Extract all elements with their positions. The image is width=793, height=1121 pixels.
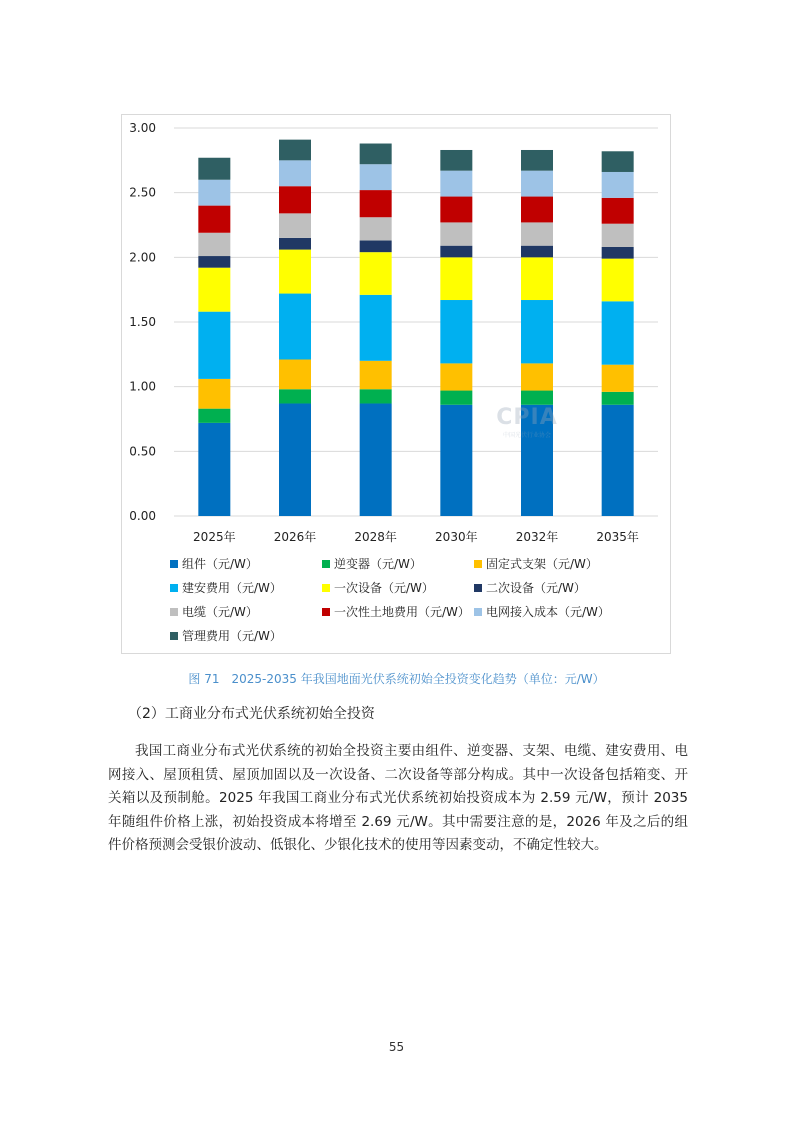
bar-segment	[360, 295, 392, 361]
legend-swatch	[322, 560, 330, 568]
cpia-watermark	[487, 405, 567, 439]
legend-item	[170, 579, 282, 596]
stacked-bar-chart	[122, 115, 670, 653]
bar-segment	[602, 392, 634, 405]
bar-segment	[440, 257, 472, 300]
legend-swatch	[322, 584, 330, 592]
bar-segment	[360, 361, 392, 389]
y-tick-label: 1.50	[129, 315, 156, 329]
legend-label: 电网接入成本（元/W）	[486, 605, 610, 619]
legend-label: 逆变器（元/W）	[334, 557, 422, 571]
bar-segment	[521, 222, 553, 245]
legend-label: 建安费用（元/W）	[182, 581, 282, 595]
y-tick-label: 1.00	[129, 379, 156, 394]
bar-segment	[198, 158, 230, 180]
bar-segment	[440, 150, 472, 171]
legend-item	[170, 555, 258, 572]
bar-segment	[440, 300, 472, 363]
bar-segment	[279, 294, 311, 360]
bar-segment	[602, 259, 634, 302]
x-tick-label: 2028年	[354, 530, 397, 544]
legend-swatch	[170, 632, 178, 640]
y-tick-label: 3.00	[129, 121, 156, 135]
bar-segment	[279, 403, 311, 516]
bar-segment	[360, 164, 392, 190]
legend-item	[170, 603, 258, 620]
bar-segment	[602, 198, 634, 224]
bar-segment	[198, 256, 230, 268]
x-tick-label: 2025年	[193, 530, 236, 544]
bar-segment	[440, 197, 472, 223]
bar-segment	[360, 252, 392, 295]
legend-label: 组件（元/W）	[182, 557, 258, 571]
chart-frame	[121, 114, 671, 654]
bar-segment	[279, 213, 311, 238]
bar-segment	[279, 140, 311, 161]
legend-label: 固定式支架（元/W）	[486, 557, 598, 571]
legend-swatch	[474, 608, 482, 616]
section-heading: （2）工商业分布式光伏系统初始全投资	[128, 706, 375, 722]
bar-segment	[602, 224, 634, 247]
bar-segment	[279, 250, 311, 294]
bar-segment	[360, 403, 392, 516]
body-paragraph: 我国工商业分布式光伏系统的初始全投资主要由组件、逆变器、支架、电缆、建安费用、电网接入、屋顶租赁、屋顶加固以及一次设备、二次设备等部分构成。其中一次设备包括箱变、开关箱以及预制舱。2025 年我国工商业分布式光伏系统初始投资成本为 2.59 元/W，预计 2035 年随组件价格上涨，初始投资成本将增至 2.69 元/W。其中需要注意的是，2026 年及之后的组件价格预测会受银价波动、低银化、少银化技术的使用等因素变动，不确定性较大。	[108, 743, 688, 853]
bar-segment	[198, 180, 230, 206]
bar-segment	[440, 171, 472, 197]
figure-caption: 图 71 2025-2035 年我国地面光伏系统初始全投资变化趋势（单位：元/W）	[188, 672, 605, 686]
bar-segment	[602, 151, 634, 172]
bar-segment	[279, 160, 311, 186]
x-tick-label: 2030年	[435, 530, 478, 544]
y-tick-label: 2.50	[129, 185, 156, 200]
bar-segment	[521, 246, 553, 258]
legend-swatch	[170, 560, 178, 568]
bar-segment	[198, 206, 230, 233]
bar-segment	[279, 389, 311, 403]
bar-segment	[602, 172, 634, 198]
legend-swatch	[474, 560, 482, 568]
legend-swatch	[170, 608, 178, 616]
bar-segment	[440, 405, 472, 516]
bar-segment	[521, 197, 553, 223]
bar-segment	[198, 423, 230, 516]
bar-segment	[440, 363, 472, 390]
bar-segment	[279, 360, 311, 390]
legend-label: 电缆（元/W）	[182, 605, 258, 619]
y-tick-label: 0.50	[129, 444, 156, 459]
legend-swatch	[474, 584, 482, 592]
bar-segment	[279, 238, 311, 250]
legend-item	[322, 603, 470, 620]
legend-label: 管理费用（元/W）	[182, 629, 282, 643]
bar-segment	[440, 391, 472, 405]
bar-segment	[521, 300, 553, 363]
y-tick-label: 2.00	[129, 250, 156, 265]
legend-item	[322, 555, 422, 572]
bar-segment	[521, 171, 553, 197]
bar-segment	[360, 144, 392, 165]
legend-item	[474, 603, 610, 620]
watermark-logo-text: CPIA	[496, 405, 558, 430]
bar-segment	[602, 405, 634, 516]
legend-item	[474, 555, 598, 572]
bar-segment	[360, 190, 392, 217]
bar-segment	[521, 391, 553, 405]
bar-segment	[521, 150, 553, 171]
bar-segment	[440, 222, 472, 245]
legend-swatch	[322, 608, 330, 616]
bar-segment	[198, 379, 230, 409]
bar-segment	[360, 217, 392, 240]
legend-swatch	[170, 584, 178, 592]
bar-segment	[521, 257, 553, 300]
watermark-subtext: 中国光伏行业协会	[502, 432, 551, 439]
bar-segment	[360, 389, 392, 403]
x-tick-label: 2026年	[273, 530, 317, 544]
legend-label: 一次性土地费用（元/W）	[334, 605, 470, 619]
bar-segment	[198, 312, 230, 379]
y-tick-label: 0.00	[129, 509, 156, 523]
bar-segment	[198, 268, 230, 312]
bar-segment	[440, 246, 472, 258]
legend-label: 一次设备（元/W）	[334, 581, 434, 595]
x-tick-label: 2035年	[596, 530, 639, 544]
page-number: 55	[388, 1040, 405, 1054]
bar-segment	[602, 365, 634, 392]
bar-segment	[521, 363, 553, 390]
legend-label: 二次设备（元/W）	[486, 581, 586, 595]
legend-item	[322, 579, 434, 596]
bar-segment	[360, 241, 392, 253]
legend-item	[474, 579, 586, 596]
bar-segment	[279, 186, 311, 213]
bar-segment	[602, 301, 634, 364]
bar-segment	[198, 409, 230, 423]
bar-segment	[198, 233, 230, 256]
legend-item	[170, 627, 282, 644]
x-tick-label: 2032年	[515, 530, 559, 544]
bar-segment	[602, 247, 634, 259]
